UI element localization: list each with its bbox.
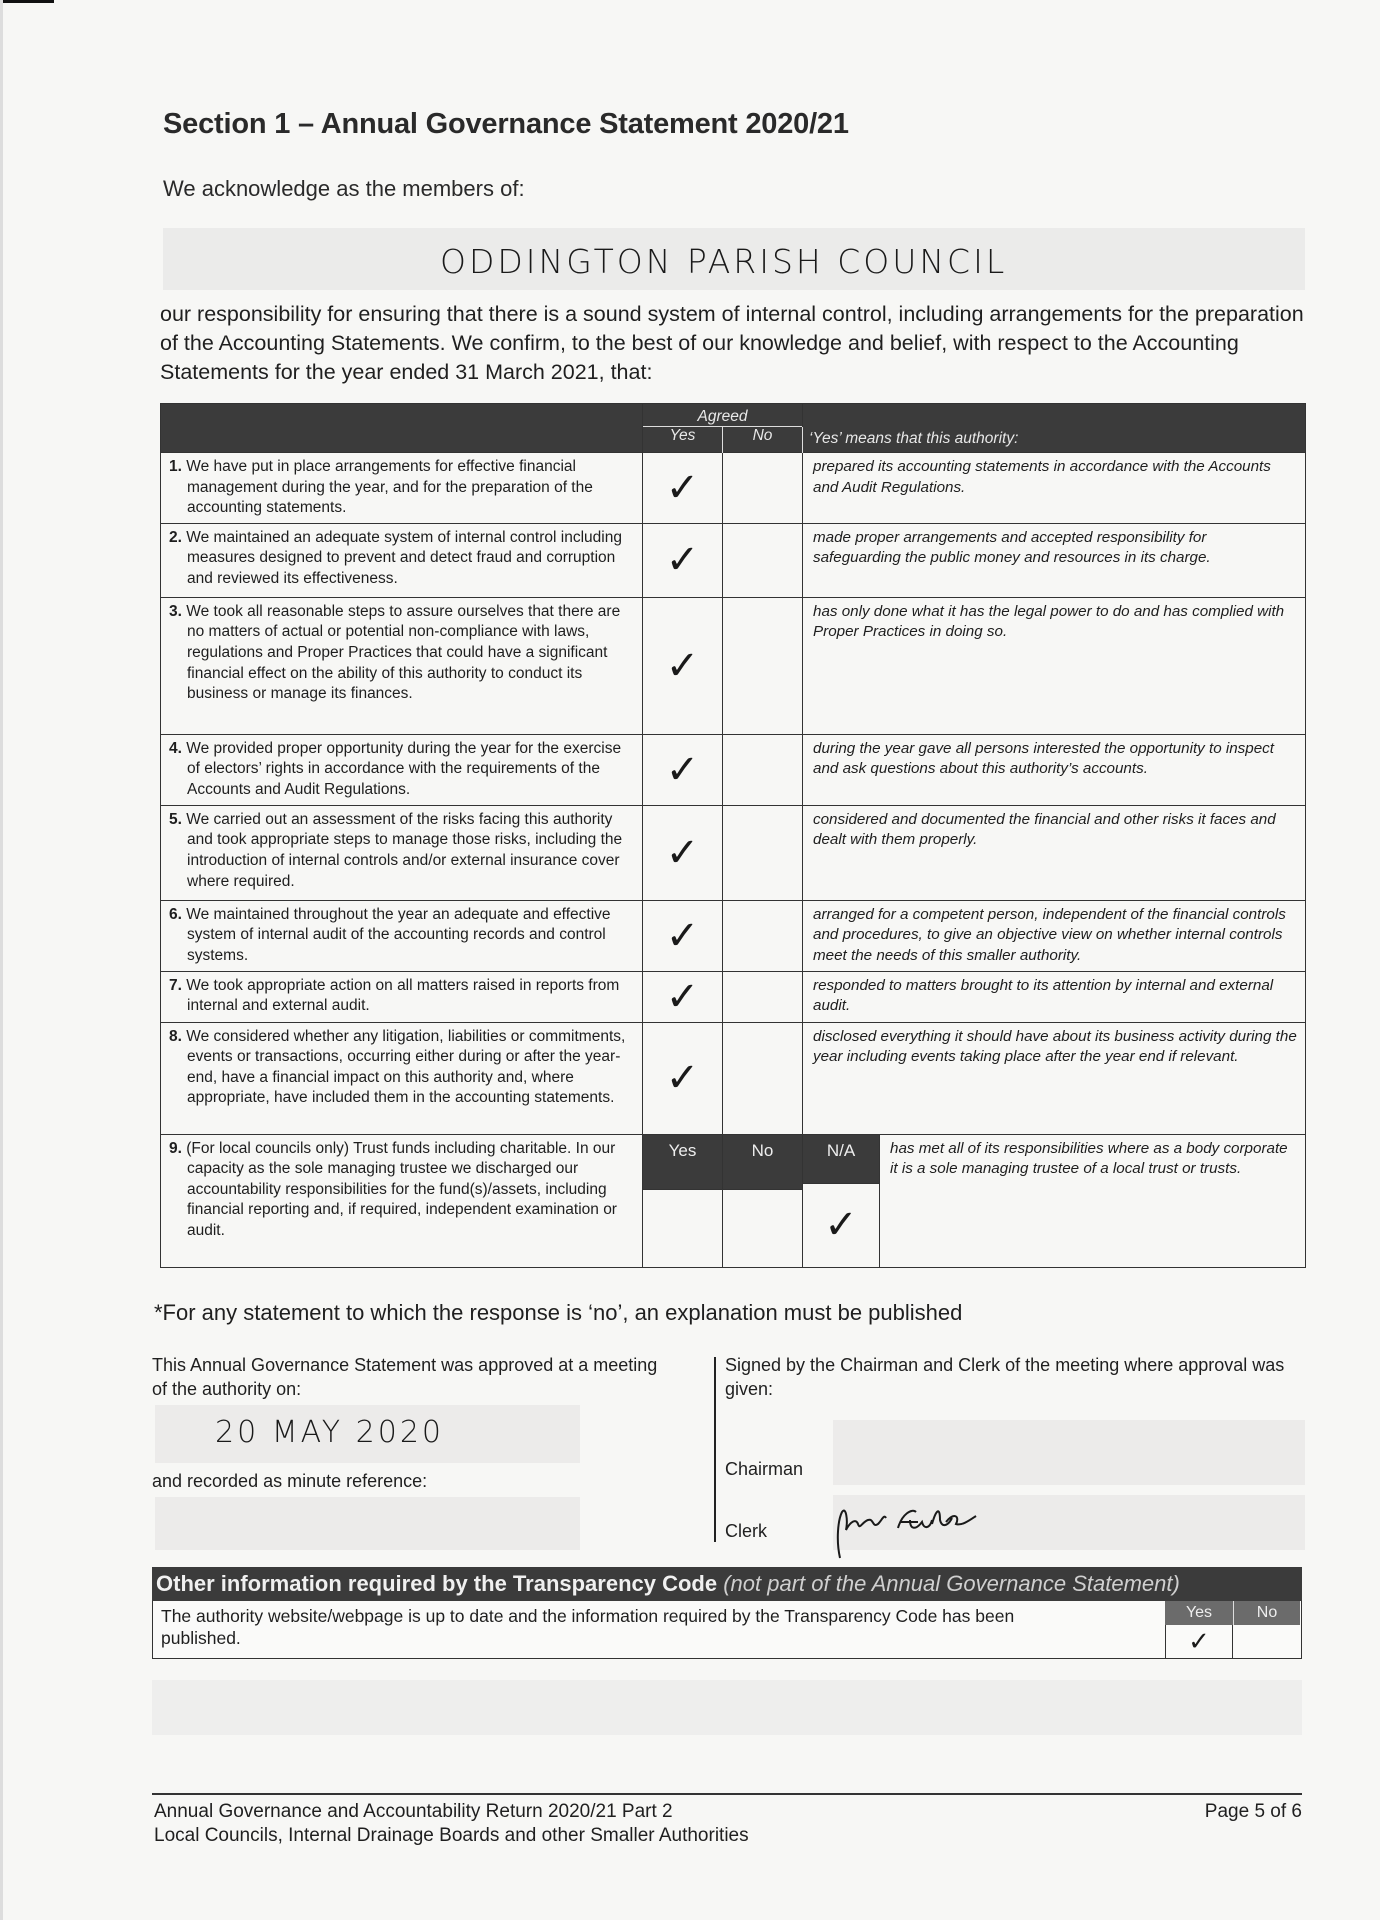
yes-checkbox[interactable] <box>643 453 723 524</box>
scan-corner-mark <box>0 0 54 3</box>
yes-checkbox[interactable] <box>643 900 723 971</box>
clerk-label: Clerk <box>725 1521 768 1541</box>
acknowledge-text: We acknowledge as the members of: <box>163 176 525 201</box>
authority-name-handwritten: ODDINGTON PARISH COUNCIL <box>440 242 1008 281</box>
meaning-cell: prepared its accounting statements in accordance with the Accounts and Audit Regulations. <box>803 453 1306 524</box>
check-icon: ✓ <box>665 829 700 876</box>
governance-table <box>160 403 1306 1268</box>
table-row <box>161 734 1306 805</box>
check-icon: ✓ <box>665 973 700 1020</box>
yes-header-9: Yes <box>643 1134 723 1189</box>
statement-cell: 3. We took all reasonable steps to assure ourselves that there are no matters of actual or potential non-compliance with laws, regulations and Proper Practices that could have a significant financial effect on the ability of this authority to conduct its business or manage its finances. <box>161 597 643 734</box>
na-header: N/A <box>803 1135 879 1183</box>
statement-cell: 1. We have put in place arrangements for effective financial management during the year, and for the preparation of the accounting statements. <box>161 453 643 524</box>
transparency-yes-header: Yes <box>1165 1601 1234 1625</box>
chairman-label: Chairman <box>725 1459 804 1479</box>
statement-cell: 6. We maintained throughout the year an adequate and effective system of internal audit of the accounting records and control systems. <box>161 900 643 971</box>
yes-checkbox-9[interactable] <box>643 1189 723 1267</box>
yes-checkbox[interactable] <box>643 971 723 1022</box>
yes-checkbox[interactable] <box>643 1022 723 1134</box>
statement-cell: 5. We carried out an assessment of the risks facing this authority and took appropriate steps to manage those risks, including the introduction of internal controls and/or external insurance cover where required. <box>161 805 643 900</box>
statement-cell: 8. We considered whether any litigation, liabilities or commitments, events or transactions, occurring either during or after the year-end, have a financial impact on this authority and, where appropriate, have included them in the accounting statements. <box>161 1022 643 1134</box>
meaning-cell: arranged for a competent person, independent of the financial controls and procedures, to give an objective view on whether internal controls meet the needs of this smaller authority. <box>803 900 1306 971</box>
agreed-header: Agreed <box>643 404 803 427</box>
meaning-cell: has only done what it has the legal power to do and has complied with Proper Practices in doing so. <box>803 597 1306 734</box>
check-icon: ✓ <box>665 464 700 511</box>
section-title: Section 1 – Annual Governance Statement 2020/21 <box>163 108 849 140</box>
footer-line-2: Local Councils, Internal Drainage Boards and other Smaller Authorities <box>154 1825 749 1846</box>
yes-header: Yes <box>643 426 723 453</box>
yes-checkbox[interactable] <box>643 805 723 900</box>
page-number: Page 5 of 6 <box>1204 1801 1302 1822</box>
no-checkbox[interactable] <box>723 597 803 734</box>
clerk-signature-icon <box>828 1500 1048 1562</box>
statement-cell: 2. We maintained an adequate system of internal control including measures designed to prevent and detect fraud and corruption and reviewed its effectiveness. <box>161 523 643 597</box>
no-checkbox[interactable] <box>723 523 803 597</box>
check-icon: ✓ <box>665 642 700 689</box>
no-checkbox[interactable] <box>723 1022 803 1134</box>
row9-right <box>803 1134 1306 1267</box>
check-icon: ✓ <box>665 912 700 959</box>
na-checkbox[interactable] <box>803 1183 879 1267</box>
meaning-cell: made proper arrangements and accepted responsibility for safeguarding the public money and resources in its charge. <box>803 523 1306 597</box>
transparency-yes-checkbox[interactable] <box>1165 1625 1233 1658</box>
meaning-cell: responded to matters brought to its attention by internal and external audit. <box>803 971 1306 1022</box>
transparency-no-header: No <box>1234 1601 1300 1625</box>
yes-means-header: ‘Yes’ means that this authority: <box>803 426 1306 453</box>
divider <box>714 1357 716 1542</box>
no-checkbox[interactable] <box>723 453 803 524</box>
signed-text: Signed by the Chairman and Clerk of the meeting where approval was given: <box>725 1355 1285 1399</box>
check-icon: ✓ <box>665 746 700 793</box>
no-checkbox[interactable] <box>723 971 803 1022</box>
transparency-header: Other information required by the Transparency Code (not part of the Annual Governance Statement) <box>152 1567 1302 1601</box>
transparency-statement: The authority website/webpage is up to date and the information required by the Transparency Code has been published. <box>161 1606 1015 1648</box>
meaning-cell: disclosed everything it should have about its business activity during the year including events taking place after the year end if relevant. <box>803 1022 1306 1134</box>
meeting-date-handwritten: 20 MAY 2020 <box>215 1415 444 1450</box>
statement-cell: 9. (For local councils only) Trust funds including charitable. In our capacity as the sole managing trustee we discharged our accountability responsibilities for the fund(s)/assets, including financial reporting and, if required, independent examination or audit. <box>161 1134 643 1267</box>
no-header-9: No <box>723 1134 803 1189</box>
check-icon: ✓ <box>665 1055 700 1102</box>
yes-checkbox[interactable] <box>643 523 723 597</box>
minute-reference-field[interactable] <box>155 1497 580 1550</box>
check-icon: ✓ <box>665 537 700 584</box>
intro-paragraph: our responsibility for ensuring that there is a sound system of internal control, including arrangements for the preparation of the Accounting Statements. We confirm, to the best of our knowledge and belief, with respect to the Accounting Statements for the year ended 31 March 2021, that: <box>160 302 1304 384</box>
table-header-row <box>161 426 1306 453</box>
check-icon: ✓ <box>824 1202 858 1249</box>
table-header-row-agreed <box>161 404 1306 427</box>
check-icon: ✓ <box>1188 1626 1210 1657</box>
table-row-9 <box>161 1134 1306 1189</box>
statement-cell: 4. We provided proper opportunity during the year for the exercise of electors’ rights in accordance with the requirements of the Accounts and Audit Regulations. <box>161 734 643 805</box>
footer-line-1: Annual Governance and Accountability Return 2020/21 Part 2 <box>154 1801 673 1822</box>
table-row <box>161 597 1306 734</box>
table-row <box>161 971 1306 1022</box>
meaning-cell: has met all of its responsibilities where as a body corporate it is a sole managing trustee of a local trust or trusts. <box>890 1139 1288 1178</box>
approved-text: This Annual Governance Statement was approved at a meeting of the authority on: <box>152 1355 658 1399</box>
no-checkbox-9[interactable] <box>723 1189 803 1267</box>
meaning-cell: considered and documented the financial and other risks it faces and dealt with them properly. <box>803 805 1306 900</box>
shaded-area <box>152 1680 1302 1735</box>
no-header: No <box>723 426 803 453</box>
no-checkbox[interactable] <box>723 734 803 805</box>
table-row <box>161 805 1306 900</box>
transparency-no-checkbox[interactable] <box>1234 1625 1300 1658</box>
no-response-note: *For any statement to which the response is ‘no’, an explanation must be published <box>154 1300 963 1325</box>
na-column <box>803 1135 880 1267</box>
footer-divider <box>152 1793 1302 1795</box>
meaning-cell: during the year gave all persons interested the opportunity to inspect and ask questions about this authority’s accounts. <box>803 734 1306 805</box>
table-row <box>161 453 1306 524</box>
table-row <box>161 523 1306 597</box>
table-row <box>161 1022 1306 1134</box>
chairman-signature-field[interactable] <box>833 1420 1305 1485</box>
statement-cell: 7. We took appropriate action on all matters raised in reports from internal and external audit. <box>161 971 643 1022</box>
transparency-row <box>152 1601 1302 1659</box>
table-row <box>161 900 1306 971</box>
yes-checkbox[interactable] <box>643 597 723 734</box>
minute-reference-label: and recorded as minute reference: <box>152 1471 428 1491</box>
scan-edge <box>0 0 3 1920</box>
yes-checkbox[interactable] <box>643 734 723 805</box>
no-checkbox[interactable] <box>723 900 803 971</box>
no-checkbox[interactable] <box>723 805 803 900</box>
